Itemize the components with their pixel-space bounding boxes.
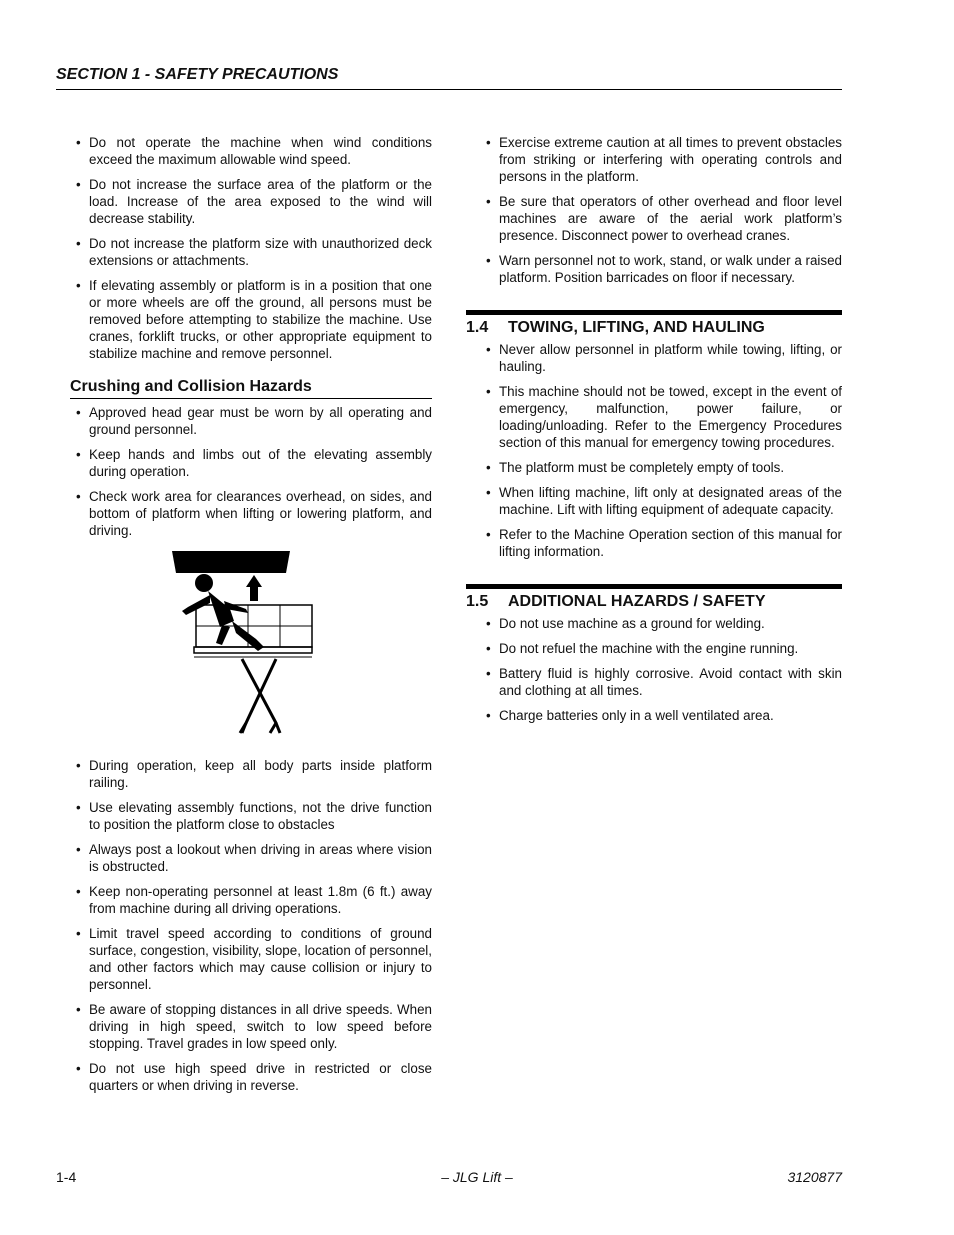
list-item: • Charge batteries only in a well ventilated area. [480,707,842,724]
list-item: • The platform must be completely empty of tools. [480,459,842,476]
list-item: • Do not increase the platform size with unauthorized deck extensions or attachments. [70,235,432,269]
crushing-hazards-list [70,404,432,539]
document-number: 3120877 [787,1169,842,1185]
list-item: • Use elevating assembly functions, not the drive function to position the platform close to obstacles [70,799,432,833]
additional-hazards-list [480,615,842,724]
section-title: ADDITIONAL HAZARDS / SAFETY [508,593,766,610]
list-item: • During operation, keep all body parts inside platform railing. [70,757,432,791]
list-item: • Keep hands and limbs out of the elevating assembly during operation. [70,446,432,480]
header-divider [56,89,842,90]
list-item: • Be aware of stopping distances in all drive speeds. When driving in high speed, switch to low speed before stopping. Travel grades in low speed only. [70,1001,432,1052]
crush-hazard-icon [70,547,432,747]
list-item: • Never allow personnel in platform while towing, lifting, or hauling. [480,341,842,375]
list-item: • Do not use high speed drive in restricted or close quarters or when driving in reverse. [70,1060,432,1094]
footer-brand: – JLG Lift – [441,1169,513,1185]
list-item: • This machine should not be towed, except in the event of emergency, malfunction, power failure, or loading/unloading. Refer to the Emergency Procedures section of this manual for emergency towing procedures. [480,383,842,451]
list-item: • Limit travel speed according to conditions of ground surface, congestion, visibility, slope, location of personnel, and other factors which may cause collision or injury to personnel. [70,925,432,993]
left-column [70,134,432,1102]
crushing-hazards-heading: Crushing and Collision Hazards [70,378,432,399]
section-1-5-heading [466,584,842,610]
section-title: TOWING, LIFTING, AND HAULING [508,319,765,336]
list-item: • Battery fluid is highly corrosive. Avoid contact with skin and clothing at all times. [480,665,842,699]
list-item: • Exercise extreme caution at all times to prevent obstacles from striking or interfering with operating controls and persons in the platform. [480,134,842,185]
list-item: • Warn personnel not to work, stand, or walk under a raised platform. Position barricades on floor if necessary. [480,252,842,286]
section-number: 1.4 [466,319,489,336]
driving-safety-list [70,757,432,1094]
list-item: • Refer to the Machine Operation section of this manual for lifting information. [480,526,842,560]
list-item: • Check work area for clearances overhead, on sides, and bottom of platform when lifting or lowering platform, and driving. [70,488,432,539]
crush-hazard-illustration [70,547,432,747]
list-item: • When lifting machine, lift only at designated areas of the machine. Lift with lifting equipment of adequate capacity. [480,484,842,518]
list-item: • If elevating assembly or platform is in a position that one or more wheels are off the ground, all persons must be removed before attempting to stabilize the machine. Use cranes, forklift trucks, or other appropriate equipment to stabilize machine and remove personnel. [70,277,432,362]
wind-safety-list [70,134,432,362]
list-item: • Keep non-operating personnel at least 1.8m (6 ft.) away from machine during all driving operations. [70,883,432,917]
list-item: • Always post a lookout when driving in areas where vision is obstructed. [70,841,432,875]
list-item: • Be sure that operators of other overhead and floor level machines are aware of the aerial work platform’s presence. Disconnect power to overhead cranes. [480,193,842,244]
section-number: 1.5 [466,593,489,610]
list-item: • Do not refuel the machine with the engine running. [480,640,842,657]
section-1-4-heading [466,310,842,336]
towing-list [480,341,842,560]
obstacle-safety-list [480,134,842,286]
list-item: • Approved head gear must be worn by all operating and ground personnel. [70,404,432,438]
list-item: • Do not use machine as a ground for welding. [480,615,842,632]
right-column [466,134,842,732]
section-header: SECTION 1 - SAFETY PRECAUTIONS [56,66,339,83]
list-item: • Do not increase the surface area of the platform or the load. Increase of the area exposed to the wind will decrease stability. [70,176,432,227]
page-number: 1-4 [56,1169,77,1185]
list-item: • Do not operate the machine when wind conditions exceed the maximum allowable wind speed. [70,134,432,168]
